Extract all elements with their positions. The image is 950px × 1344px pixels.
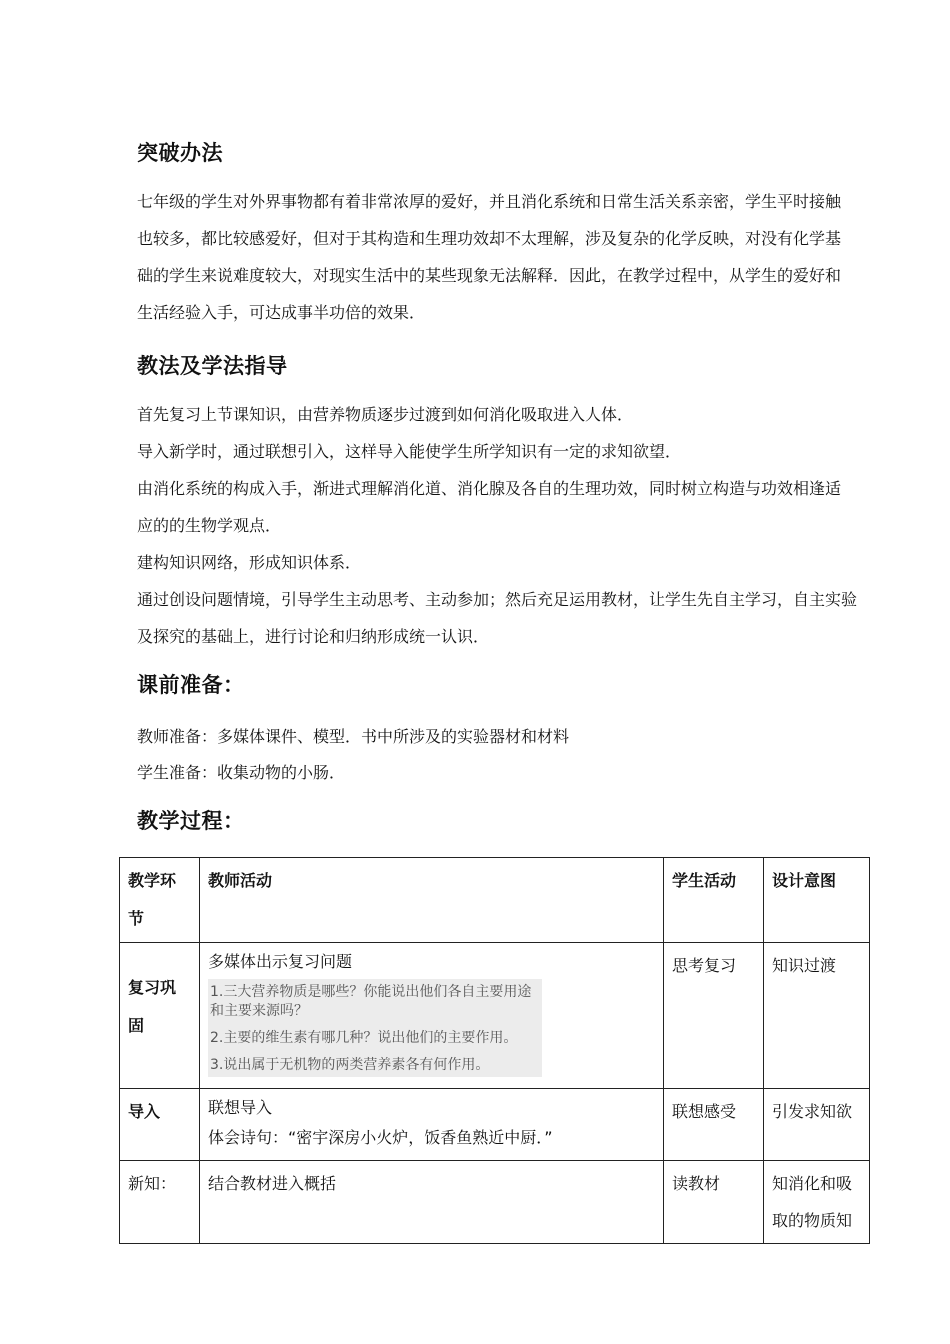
student-cell: 思考复习 <box>664 943 764 1089</box>
text-line: 七年级的学生对外界事物都有着非常浓厚的爱好，并且消化系统和日常生活关系亲密，学生平时接触 <box>137 192 842 211</box>
heading-methods: 教法及学法指导 <box>137 354 288 378</box>
student-cell: 读教材 <box>664 1161 764 1244</box>
text-line: 应的的生物学观点． <box>137 516 282 535</box>
table-row <box>120 1161 870 1244</box>
intent-cell: 知识过渡 <box>764 943 870 1089</box>
text-line: 及探究的基础上，进行讨论和归纳形成统一认识． <box>137 627 490 646</box>
review-question: 3.说出属于无机物的两类营养素各有何作用。 <box>210 1057 490 1073</box>
review-questions-box <box>208 979 542 1077</box>
teaching-process-table <box>119 857 870 1244</box>
table-header-row <box>120 858 870 943</box>
teacher-activity: 联想导入 <box>208 1098 273 1117</box>
teacher-preparation: 教师准备：多媒体课件、模型．书中所涉及的实验器材和材料 <box>137 727 570 746</box>
teacher-activity: 多媒体出示复习问题 <box>208 952 353 971</box>
header-teacher: 教师活动 <box>200 858 664 943</box>
teacher-cell: 结合教材进入概括 <box>200 1161 664 1244</box>
heading-preparation: 课前准备： <box>137 673 245 697</box>
paragraph-breakthrough <box>137 183 865 331</box>
teacher-activity-detail: 体会诗句：“密宇深房小火炉，饭香鱼熟近中厨．” <box>208 1128 553 1147</box>
heading-breakthrough: 突破办法 <box>137 141 223 165</box>
review-question: 1.三大营养物质是哪些？你能说出他们各自主要用途和主要来源吗？ <box>210 984 532 1019</box>
header-student: 学生活动 <box>664 858 764 943</box>
header-stage: 教学环节 <box>120 858 200 943</box>
text-line: 生活经验入手，可达成事半功倍的效果． <box>137 303 426 322</box>
text-line: 础的学生来说难度较大，对现实生活中的某些现象无法解释．因此，在教学过程中，从学生的爱好和 <box>137 266 842 285</box>
text-line: 导入新学时，通过联想引入，这样导入能使学生所学知识有一定的求知欲望． <box>137 442 682 461</box>
table-row <box>120 943 870 1089</box>
intent-cell: 知消化和吸取的物质知 <box>764 1161 870 1244</box>
stage-cell: 新知： <box>120 1161 200 1244</box>
student-preparation: 学生准备：收集动物的小肠． <box>137 763 346 782</box>
text-line: 也较多，都比较感爱好，但对于其构造和生理功效却不太理解，涉及复杂的化学反映，对没有化学基 <box>137 229 842 248</box>
student-cell: 联想感受 <box>664 1089 764 1161</box>
text-line: 通过创设问题情境，引导学生主动思考、主动参加；然后充足运用教材，让学生先自主学习，自主实验 <box>137 590 858 609</box>
stage-cell: 复习巩固 <box>120 943 200 1089</box>
heading-process: 教学过程： <box>137 809 245 833</box>
text-line: 建构知识网络，形成知识体系． <box>137 553 362 572</box>
header-intent: 设计意图 <box>764 858 870 943</box>
intent-cell: 引发求知欲 <box>764 1089 870 1161</box>
table-row <box>120 1089 870 1161</box>
paragraph-methods <box>137 396 865 655</box>
teacher-cell <box>200 943 664 1089</box>
teacher-cell <box>200 1089 664 1161</box>
review-question: 2.主要的维生素有哪几种？说出他们的主要作用。 <box>210 1030 518 1046</box>
text-line: 由消化系统的构成入手，渐进式理解消化道、消化腺及各自的生理功效，同时树立构造与功效相逢适 <box>137 479 842 498</box>
stage-cell: 导入 <box>120 1089 200 1161</box>
text-line: 首先复习上节课知识，由营养物质逐步过渡到如何消化吸取进入人体． <box>137 405 634 424</box>
